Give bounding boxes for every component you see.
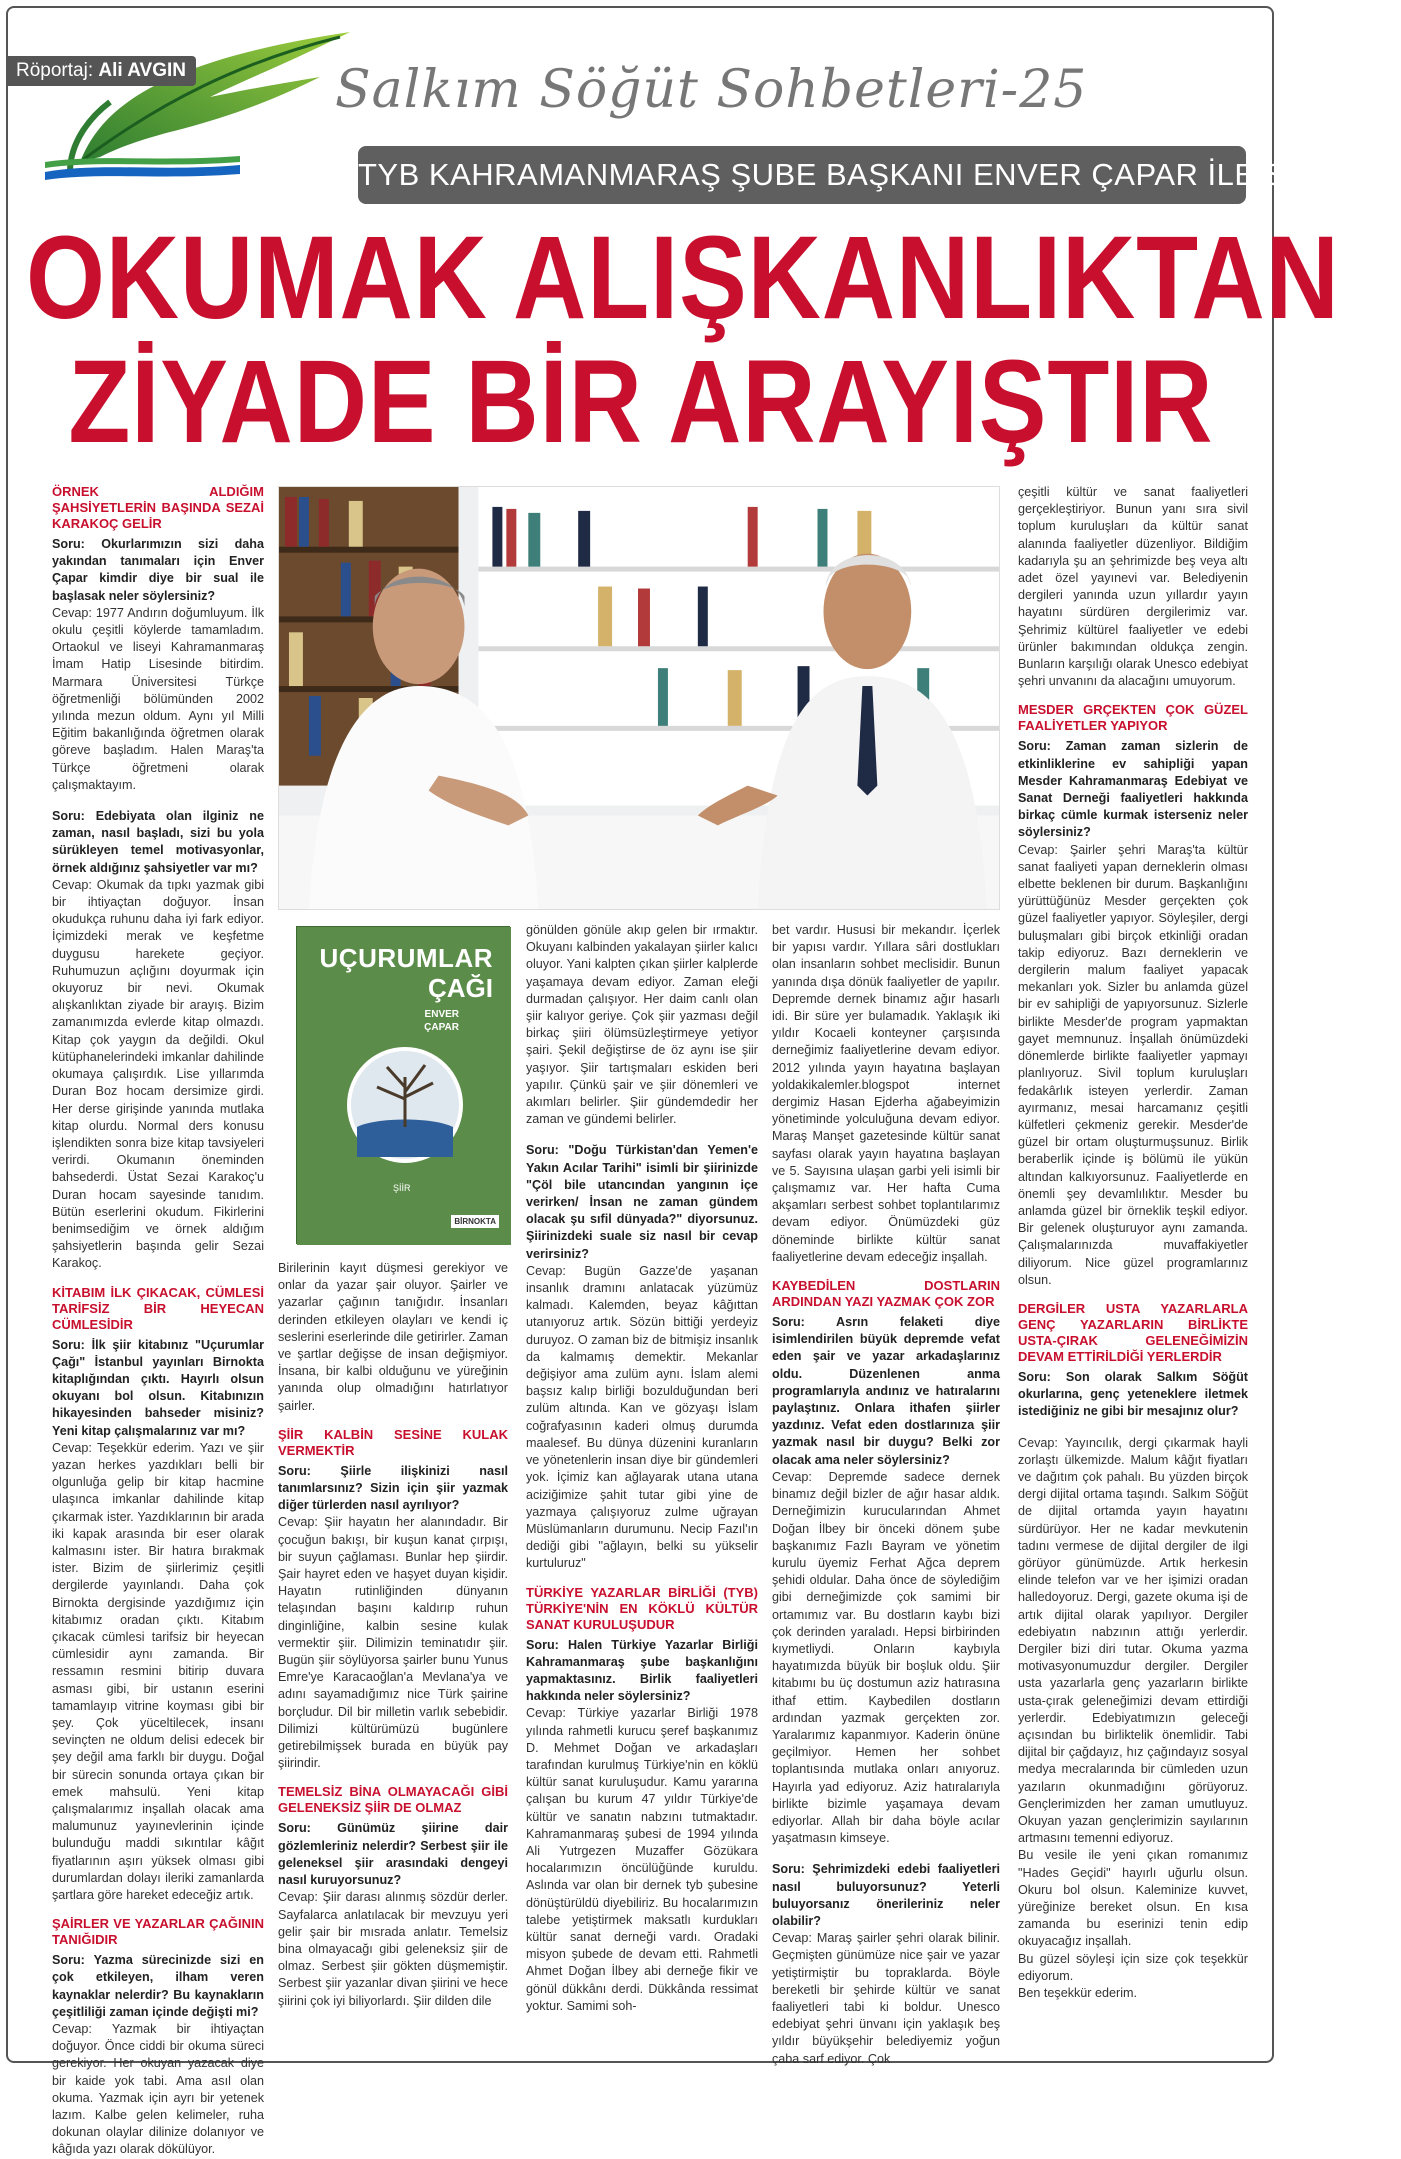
paragraph: çeşitli kültür ve sanat faaliyetleri gerçekleştiriyor. Bunun yanı sıra sivil toplum kuruluşları da kültür sanat alanında faaliyetler düzenliyor. Bildiğim kadarıyla şu an şehrimizde beş veya altı adet özel yayınevi var. Belediyenin dergileri yanında uzun yıllardır yayın hayatını sürdüren dergilerimiz var. Şehrimiz kültürel faaliyetler ve edebi ürünler bakımından oldukça zengin. Bunların karşılığı olarak Unesco edebiyat şehri unvanını da alacağını umuyorum. bbox=[1018, 485, 1248, 689]
answer: Ben teşekkür ederim. bbox=[1018, 1986, 1137, 2001]
book-publisher: BİRNOKTA bbox=[451, 1215, 499, 1228]
book-author-line-1: ENVER bbox=[424, 1009, 459, 1020]
subtitle-bar: TYB KAHRAMANMARAŞ ŞUBE BAŞKANI ENVER ÇAPAR İLE SÖYLEŞİ bbox=[358, 146, 1246, 204]
column-1 bbox=[52, 484, 264, 2157]
answer: Cevap: Şiir darası alınmış sözdür derler. Sayfalarca anlatılacak bir mevzuyu yeri gelir şair bir mısrada anlatır. Temelsiz bina olmayacağı gibi geleneksiz şiir de olmaz. Serbest şiir gökten düşmemiştir. Serbest şiir yazanlar divan şiirini ve hece şiirini çok iyi biliyorlardı. Şiir dilden dile bbox=[278, 1890, 508, 2008]
question: Soru: Son olarak Salkım Söğüt okurlarına, genç yeteneklere iletmek istediğiniz ne gibi bir mesajınız olur? bbox=[1018, 1369, 1248, 1419]
answer: Cevap: Şiir hayatın her alanındadır. Bir çocuğun bakışı, bir kuşun kanat çırpışı, bir suyun çağlaması. Bunlar hep şiirdir. Şair hayret eden ve haşyet duyan kişidir. Hayatın rutinliğinden dünyanın telaşından başını kaldırıp ruhun dinginliğine, kalbin sesine kulak vermektir şiir. Dilimizin teminatıdır şiir. Bugün şiir söylüyorsa şairler bunu Yunus Emre'ye Karacaoğlan'a Mevlana'ya ve adını sayamadığımız nice Türk şairine borçludur. Dil bir milletin varlık sebebidir. Dilimizi kültürümüzü bugünlere getirebilmişsek burada en büyük pay şiirindir. bbox=[278, 1515, 508, 1771]
book-genre: ŞİİR bbox=[393, 1183, 411, 1193]
paragraph: gönülden gönüle akıp gelen bir ırmaktır. Okuyanı kalbinden yakalayan şiirler kalıcı oluyor. Yani kalpten çıkan şiirler kalplerde yaşamaya devam ediyor. Zaman eleği durmadan çalışıyor. Her daim canlı olan şiir kalıyor geriye. Çok şiir yazması değil birkaç şiiri ölümsüzleştirmeye yetiyor şairi. Şekil değiştirse de öz aynı ise şiir yaşıyor. Şiir tartışmaları eskiden beri yapılır. Çünkü şair ve şiir dönemleri ve akımları belirler. Şiir gündemdedir her zaman ve gündemi belirler. bbox=[526, 923, 758, 1127]
book-title-line-1: UÇURUMLAR bbox=[319, 943, 493, 973]
question: Soru: Edebiyata olan ilginiz ne zaman, nasıl başladı, sizi bu yola sürükleyen temel motivasyonlar, örnek aldığınız şahsiyetler var mı? bbox=[52, 809, 264, 875]
section-heading: MESDER GRÇEKTEN ÇOK GÜZEL FAALİYETLER YAPIYOR bbox=[1018, 702, 1248, 734]
question: Soru: "Doğu Türkistan'dan Yemen'e Yakın Acılar Tarihi" isimli bir şiirinizde "Çöl bile utancından yangının içe verirken/ İnsan ne zaman gündem olacak şu sıfil dünyada?" diyorsunuz. Şiirinizdeki suale siz nasıl bir cevap verirsiniz? bbox=[526, 1143, 758, 1261]
answer: Cevap: 1977 Andırın doğumluyum. İlk okulu çeşitli köylerde tamamladım. Ortaokul ve liseyi Kahramanmaraş İmam Hatip Lisesinde bitirdim. Marmara Üniversitesi Türkçe öğretmenliği bölümünden 2002 yılında mezun oldum. Aynı yıl Milli Eğitim bakanlığında öğretmen olarak göreve başladım. Halen Maraş'ta Türkçe öğretmeni olarak çalışmaktayım. bbox=[52, 605, 264, 792]
question: Soru: İlk şiir kitabınız "Uçurumlar Çağı" İstanbul yayınları Birnokta kitaplığından çıktı. Hayırlı olsun okuyanı bol olsun. Kitabınızın hikayesinden bahseder misiniz? Yeni kitap çalışmalarınız var mı? bbox=[52, 1337, 264, 1438]
interview-photo bbox=[278, 486, 1000, 910]
question: Soru: Şiirle ilişkinizi nasıl tanımlarsınız? Sizin için şiir yazmak diğer türlerden nasıl ayrılıyor? bbox=[278, 1463, 508, 1513]
column-3 bbox=[526, 922, 758, 2044]
column-4 bbox=[772, 922, 1000, 2066]
headline-line-1: OKUMAK ALIŞKANLIKTAN bbox=[26, 212, 1340, 344]
section-heading: TEMELSİZ BİNA OLMAYACAĞI GİBİ GELENEKSİZ ŞİİR DE OLMAZ bbox=[278, 1784, 508, 1816]
answer: Bu güzel söyleşi için size çok teşekkür ediyorum. bbox=[1018, 1951, 1248, 1983]
answer: Cevap: Şairler şehri Maraş'ta kültür sanat faaliyeti yapan derneklerin olması elbette beklenen bir durum. Başkanlığını yürüttüğünüz Mesder gerçekten çok güzel faaliyetler yapıyor. Söyleşiler, dergi buluşmaları gibi birçok etkinliği oradan takip ediyoruz. Bazı derneklerin ve dergilerin malum faaliyet yapacak mekanları yok. Sizler bu anlamda güzel bir ev sahipliği de yapıyorsunuz. Sizlerle birlikte Mesder'de program yapmaktan gayet memnunuz. İnşallah önümüzdeki dönemlerde birlikte faaliyetler yapmayı planlıyoruz. Sivil toplum kuruluşları fedakârlık isteyen yerlerdir. Zaman ayırmanız, mesai harcamanız çeşitli külfetleri çekmeniz gerekir. Mesder'de güzel bir ortam oluşturmuşsunuz. Birlik beraberlik içinde iş bölümü ile yükün altından kalkıyorsunuz. Faaliyetlerde en önemli şey devamlılıktır. Mesder bu anlamda güzel bir örneklik teşkil ediyor. Bir gelenek oluşturuyor aynı zamanda. Çalışmalarınızda muvaffakiyetler diliyorum. Nice güzel programlarınız olsun. bbox=[1018, 842, 1248, 1287]
tag-label: Röportaj: bbox=[16, 60, 94, 81]
question: Soru: Yazma sürecinizde sizi en çok etkileyen, ilham veren kaynaklar nelerdir? Bu kaynakların çeşitliliği zaman içinde değişti mi? bbox=[52, 1953, 264, 2019]
answer: Cevap: Bugün Gazze'de yaşanan insanlık dramını anlatacak yüzümüz kalmadı. Kalemden, beyaz kâğıttan utanıyoruz artık. Sözün bittiği yerdeyiz duruyoz. O zaman biz de bitmişiz insanlık da kalmamış demektir. Mekanlar değişiyor ama zulüm aynı. İslam alemi başsız kalıp birliği bozulduğundan beri zulüm altında. Kan ve gözyaşı İslam coğrafyasının kaderi olmuş durumda maalesef. Bu dünya düzenini kuranların ve yönetenlerin insan diye bir gündemleri yok. İçimiz kan ağlayarak utana utana aciziğimize şahit tutar gibi yine de yazmaya çalışıyoruz zulme uğrayan Müslümanların durumunu. Necip Fazıl'ın dediği gibi "ağlayın, belki su yükselir kurtuluruz" bbox=[526, 1263, 758, 1571]
section-heading: ÖRNEK ALDIĞIM ŞAHSİYETLERİN BAŞINDA SEZAİ KARAKOÇ GELİR bbox=[52, 484, 264, 531]
question: Soru: Günümüz şiirine dair gözlemleriniz nelerdir? Serbest şiir ile geleneksel şiir arasındaki dengeyi nasıl kuruyorsunuz? bbox=[278, 1821, 508, 1888]
section-heading: KAYBEDİLEN DOSTLARIN ARDINDAN YAZI YAZMAK ÇOK ZOR bbox=[772, 1278, 1000, 1310]
question: Soru: Okurlarımızın sizi daha yakından tanımaları için Enver Çapar kimdir diye bir sual ile başlasak neler söylersiniz? bbox=[52, 537, 264, 603]
answer: Cevap: Yayıncılık, dergi çıkarmak hayli zorlaştı ülkemizde. Malum kâğıt fiyatları ve dağıtım çok pahalı. Bu yüzden birçok dergi dijital ortama taşındı. Salkım Söğüt de dijital ortamda yayın hayatını sürdürüyor. Her ne kadar mevkutenin tadını vermese de dijital dergiler de ilgi görüyor günümüzde. Artık herkesin elinde telefon var ve her işimizi oradan halledoyoruz. Dergi, gazete okuma işi de artık dijital olarak yapılıyor. Dergiler edebiyatın nabzının attığı yerlerdir. Dergiler bizi diri tutar. Okuma yazma motivasyonumuzdur dergiler. Dergiler usta yazarlarla genç yazarların birlikte usta-çırak geleneğimizi devam ettirdiği yerlerdir. Edebiyatımızın geleceği açısından bu birliktelik önemlidir. Tabi dijital bir çağdayız, hız çağındayız sosyal medya mecralarında bir cümleden uzun yazıların okunmadığını görüyoruz. Gençlerimizden her zaman umutluyuz. Okuyan yazan gençlerimizin sayılarının artmasını temenni ediyoruz. bbox=[1018, 1435, 1248, 1846]
question: Soru: Zaman zaman sizlerin de etkinliklerine ev sahipliği yapan Mesder Kahramanmaraş Edebiyat ve Sanat Derneği faaliyetleri hakkında birkaç cümle kurmak isterseniz neler söylersiniz? bbox=[1018, 739, 1248, 840]
section-heading: DERGİLER USTA YAZARLARLA GENÇ YAZARLARIN BİRLİKTE USTA-ÇIRAK GELENEĞİMİZİN DEVAM ETTİRİLDİĞİ YERLERDİR bbox=[1018, 1300, 1248, 1364]
interview-tag bbox=[6, 56, 196, 86]
answer: Cevap: Okumak da tıpkı yazmak gibi bir ihtiyaçtan doğuyor. İnsan okudukça ruhunu daha iyi fark ediyor. İçimizdeki merak ve keşfetme duygusu harekete geçiyor. Ruhumuzun açlığını doyurmak için okuyoruz bir nevi. Okumak alışkanlıktan ziyade bir arayış. Bizim zamanımızda evlerde kitap olmazdı. Kitap çok yaygın da değildi. Okul kütüphanelerindeki imkanlar dahilinde okumaya çalışırdık. Lise yıllarımda Duran Boz hocam dersimize girdi. Her derse girişinde yanında mutlaka kitap olurdu. Normal ders konusu işlendikten sonra bize kitap tavsiyeleri verirdi. Okumanın öneminden bahsederdi. Üstat Sezai Karakoç'u Duran hocam sayesinde tanıdım. Bütün eserlerini okudum. Fikirlerini benimsediğim ve örnek aldığım şahsiyetlerin başında gelir Sezai Karakoç. bbox=[52, 877, 264, 1271]
paragraph: Birilerinin kayıt düşmesi gerekiyor ve onlar da yazar şair oluyor. Şairler ve yazarlar çağının tanığıdır. İnsanları derinden etkileyen olayları ve kendi iç seslerini eserlerinde dile getirirler. Zaman ve şartlar değişse de insan değişmiyor. İnsana, bir kalbi olduğunu ve yüreğinin yanında olup olmadığını hatırlatıyor şairler. bbox=[278, 1261, 508, 1413]
feather-logo-icon bbox=[40, 22, 360, 182]
section-heading: ŞAİRLER VE YAZARLAR ÇAĞININ TANIĞIDIR bbox=[52, 1916, 264, 1948]
book-author-line-2: ÇAPAR bbox=[424, 1022, 459, 1033]
column-2 bbox=[278, 1260, 508, 2044]
column-5 bbox=[1018, 484, 1248, 2044]
question: Soru: Şehrimizdeki edebi faaliyetleri nasıl buluyorsunuz? Yeterli buluyorsanız önerileriniz neler olabilir? bbox=[772, 1862, 1000, 1928]
answer: Cevap: Yazmak bir ihtiyaçtan doğuyor. Önce ciddi bir okuma süreci gerekiyor. Her okuyan yazacak diye bir kaide yok tabi. Ama asıl olan okuma. Yazmak için ayrı bir yetenek lazım. Kalbe gelen kelimeler, ruha dokunan olaylar dilinize dolanıyor ve kâğıda yazı olarak dökülüyor. bbox=[52, 2022, 264, 2157]
section-heading: TÜRKİYE YAZARLAR BİRLİĞİ (TYB) TÜRKİYE'NİN EN KÖKLÜ KÜLTÜR SANAT KURULUŞUDUR bbox=[526, 1584, 758, 1632]
headline-line-2: ZİYADE BİR ARAYIŞTIR bbox=[68, 336, 1214, 468]
paragraph: bet vardır. Hususi bir mekandır. İçerlek bir yapısı vardır. Yıllara sâri dostlukları olan insanların sohbet meclisidir. Bunun yanında dışa dönük faaliyetler de yapılır. Depremde dernek binamız ağır hasarlı idi. Bir süre yer bulamadık. Yaklaşık iki yıldır Kocaeli konteyner çarşısında derneğimiz faaliyetlerine devam ediyor. 2012 yılında yayın hayatına başlayan yoldakikalemler.blogspot internet dergimiz Hasan Ejderha ağabeyimizin yönetiminde yolculuğuna devam ediyor. Maraş Manşet gazetesinde kültür sanat sayfası olarak yayın hayatına başlayan ve 5. Sayısına ulaşan garbi yeli isimli bir çalışmamız var. Her hafta Cuma akşamları serbest sohbet toplantılarımız devam ediyor. Önümüzdeki güz döneminde birlikte kültür sanat faaliyetlerine devam edeceğiz inşallah. bbox=[772, 923, 1000, 1264]
book-cover bbox=[296, 926, 510, 1244]
section-heading: KİTABIM İLK ÇIKACAK, CÜMLESİ TARİFSİZ BİR HEYECAN CÜMLESİDİR bbox=[52, 1284, 264, 1332]
tag-author: Ali AVGIN bbox=[98, 60, 187, 81]
question: Soru: Asrın felaketi diye isimlendirilen büyük depremde vefat eden şair ve yazar arkadaşlarınız oldu. Düzenlenen anma programlarıyla andınız ve hatıralarını paylaştınız. Onlara ithafen şiirler yazdınız. Vefat eden dostlarınıza şiir yazmak nasıl bir duygu? Belki zor olacak ama neler söylersiniz? bbox=[772, 1315, 1000, 1467]
book-title-line-2: ÇAĞI bbox=[428, 973, 493, 1003]
answer: Cevap: Maraş şairler şehri olarak bilinir. Geçmişten günümüze nice şair ve yazar yetiştirmiştir bu topraklarda. Böyle bereketli bir şehirde kültür ve sanat faaliyetleri tabi ki boldur. Unesco edebiyat şehri ünvanı için yaklaşık beş yıldır büyükşehir belediyemiz yoğun çaba sarf ediyor. Çok bbox=[772, 1931, 1000, 2066]
answer: Bu vesile ile yeni çıkan romanımız "Hades Geçidi" hayırlı uğurlu olsun. Okuru bol olsun. Kaleminize kuvvet, yüreğinize bereket olsun. En kısa zamanda bu eserinizi tenin edip okuyacağız inşallah. bbox=[1018, 1848, 1248, 1949]
answer: Cevap: Depremde sadece dernek binamız değil bizler de ağır hasar aldık. Derneğimizin kurucularından Ahmet Doğan İlbey bir önceki dönem şube başkanımız Fazlı Bayram ve yönetim kurulu üyemiz Ferhat Ağca deprem şehidi oldular. Daha önce de söylediğim gibi derneğimizde çok samimi bir ortamımız var. Bu dostların kaybı bizi çok derinden yaraladı. Hepsi birbirinden kıymetliydi. Onların kaybıyla hayatımızda büyük bir boşluk oldu. Şiir kitabımı bu üç dostumun aziz hatırasına ithaf ettim. Kaybedilen dostların ardından yazmak gerçekten zor. Yaralarımız kapanmıyor. Kaderin önüne geçilmiyor. Hemen her sohbet toplantısında mutlaka onları anıyoruz. Hayırla yad ediyoruz. Aziz hatıralarıyla birlikte bizimle yaşamaya devam ediyorlar. Allah bir daha böyle acılar yaşatmasın kimseye. bbox=[772, 1469, 1000, 1846]
answer: Cevap: Türkiye yazarlar Birliği 1978 yılında rahmetli kurucu şeref başkanımız D. Mehmet Doğan ve arkadaşları tarafından kurulmuş Türkiye'nin en köklü kültür sanat kuruluşudur. Kamu yararına çalışan bu kurum 47 yıldır Türkiye'de kültür ve sanatın nabzını tutmaktadır. Kahramanmaraş şubesi de 1994 yılında Ali Yutrgezen Muzaffer Gözükara hocalarımızın öncülüğünde kuruldu. Aslında var olan bir dernek tyb şubesine dönüştürüldü diyebiliriz. Bu hocalarımızın talebe yetiştirmek maksatlı kurdukları kültür sanat derneği vardı. Oradaki misyon şubede de devam etti. Rahmetli Ahmet Doğan İlbey abi derneğe fikir ve gönül dükkânı derdi. Dükkânda ressimat yoktur. Samimi soh- bbox=[526, 1706, 758, 2013]
question: Soru: Halen Türkiye Yazarlar Birliği Kahramanmaraş şube başkanlığını yapmaktasınız. Birlik faaliyetleri hakkında neler söylersiniz? bbox=[526, 1637, 758, 1704]
section-heading: ŞİİR KALBİN SESİNE KULAK VERMEKTİR bbox=[278, 1426, 508, 1458]
series-title: Salkım Söğüt Sohbetleri-25 bbox=[335, 60, 1088, 120]
answer: Cevap: Teşekkür ederim. Yazı ve şiir yazan herkes yazdıkları belli bir olgunluğa gelip bir kitap hacmine ulaşınca imkanlar dahilinde kitap çıkarmak ister. Yazdıklarının bir arada iki kapak arasında bir eser olarak kalmasını ister. Bir hatıra bırakmak ister. Bizim de şiirlerimiz çeşitli dergilerde yayınlandı. Daha çok Birnokta dergisinde yazdığımız için kitabımız oradan çıktı. Kitabım çıkacak cümlesi tarifsiz bir heyecan cümlesidir aynı zamanda. Bir ressamın resmini bitirip duvara asması gibi, bir ustanın eserini tamamlayıp vitrine koyması gibi bir şey. Çok yüceltilecek, insanı sevinçten ne oldum delisi edecek bir şey değil ama farklı bir duygu. Doğal bir sürecin sonunda ortaya çıkan bir emek mahsulü. Yeni kitap çalışmalarımız inşallah olacak ama malumunuz yayınevlerinin içinde bulunduğu maddi sıkıntılar kâğıt fiyatlarının aşırı yüksek olması gibi durumlardan dolayı ileriki zamanlarda şartlara göre hareket edeceğiz artık. bbox=[52, 1440, 264, 1903]
